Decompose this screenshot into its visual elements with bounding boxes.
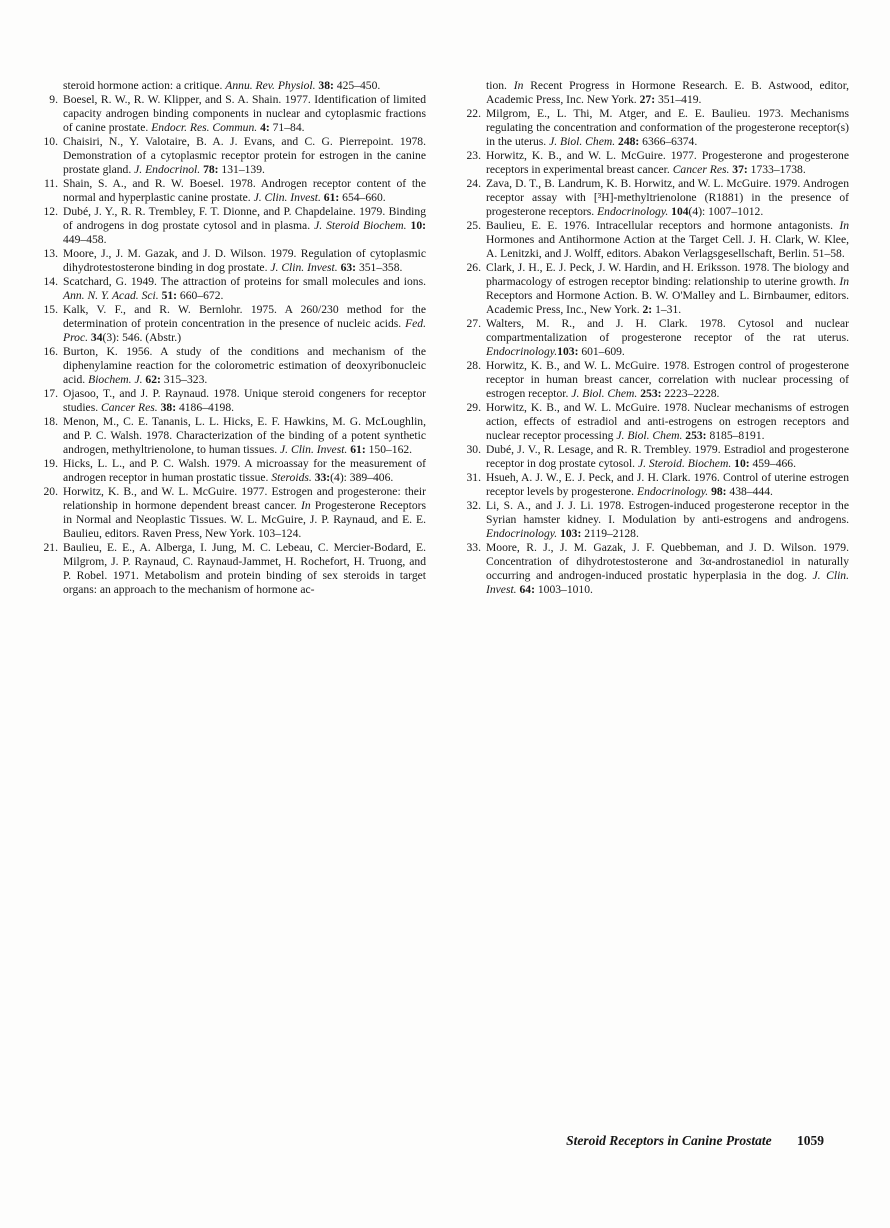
reference-number: 13. [43, 247, 58, 260]
references-column-right [461, 79, 849, 597]
reference-entry [38, 485, 426, 541]
reference-number: 21. [43, 541, 58, 554]
reference-text: Menon, M., C. E. Tananis, L. L. Hicks, E. F. Hawkins, M. G. McLoughlin, and P. C. Walsh. 1978. Characterization of the binding of a potent synthetic androgen, methyltrienolone, to human tissues. [63, 415, 426, 456]
reference-text: Zava, D. T., B. Landrum, K. B. Horwitz, and W. L. McGuire. 1979. Androgen receptor assay with [³H]-methyltrienolone (R1881) in the presence of progesterone receptors. [486, 177, 849, 218]
reference-text: Cancer Res. [672, 163, 733, 176]
reference-text: Scatchard, G. 1949. The attraction of proteins for small molecules and ions. [63, 275, 426, 288]
reference-text: 61: [323, 191, 340, 204]
reference-text: 131–139. [218, 163, 265, 176]
reference-entry [461, 401, 849, 443]
reference-text: 10: [410, 219, 426, 232]
reference-text: 438–444. [726, 485, 773, 498]
reference-text: Dubé, J. Y., R. R. Trembley, F. T. Dionne, and P. Chapdelaine. 1979. Binding of androgens in dog prostate cytosol and in plasma. [63, 205, 426, 232]
reference-text: 6366–6374. [639, 135, 698, 148]
reference-text: Baulieu, E. E. 1976. Intracellular receptors and hormone antagonists. [486, 219, 840, 232]
reference-text: 62: [145, 373, 161, 386]
reference-text: Biochem. J. [88, 373, 146, 386]
reference-entry [38, 275, 426, 303]
reference-text: 253: [640, 387, 662, 400]
reference-entry [38, 135, 426, 177]
reference-text: Endocrinology. [636, 485, 712, 498]
reference-text: Clark, J. H., E. J. Peck, J. W. Hardin, and H. Eriksson. 1978. The biology and pharmacology of estrogen receptor binding: relationship to uterine growth. [486, 261, 849, 288]
reference-text: Milgrom, E., L. Thi, M. Atger, and E. E. Baulieu. 1973. Mechanisms regulating the concentration and conformation of the progesterone receptor(s) in the uterus. [486, 107, 849, 148]
reference-entry [461, 177, 849, 219]
reference-text: 1–31. [652, 303, 682, 316]
reference-text: 150–162. [365, 443, 413, 456]
reference-text: 449–458. [63, 233, 107, 246]
reference-text: Fed. Proc. [63, 317, 426, 344]
reference-text: Baulieu, E. E., A. Alberga, I. Jung, M. C. Lebeau, C. Mercier-Bodard, E. Milgrom, J. P. Raynaud, C. Raynaud-Jammet, H. Rochefort, H. Truong, and P. Robel. 1971. Metabolism and protein binding of sex steroids in target organs: an approach to the mechanism of hormone ac- [63, 541, 426, 596]
reference-text: Walters, M. R., and J. H. Clark. 1978. Cytosol and nuclear compartmentalization of progesterone receptor of the rat uterus. [486, 317, 849, 344]
reference-entry [38, 247, 426, 275]
reference-text: Ann. N. Y. Acad. Sci. [63, 289, 162, 302]
reference-text: tion. [486, 79, 514, 92]
reference-entry [38, 387, 426, 415]
reference-text: 253: [685, 429, 707, 442]
reference-text: Steroids. [271, 471, 315, 484]
reference-text: 4186–4198. [176, 401, 235, 414]
reference-text: Chaisiri, N., Y. Valotaire, B. A. J. Evans, and C. G. Pierrepoint. 1978. Demonstration of a cytoplasmic receptor protein for estrogen in the canine prostate gland. [63, 135, 426, 176]
reference-text: Receptors and Hormone Action. B. W. O'Malley and L. Birnbaumer, editors. Academic Press, Inc., New York. [486, 289, 849, 316]
reference-entry [461, 79, 849, 107]
reference-text: steroid hormone action: a critique. [63, 79, 226, 92]
reference-text: Hsueh, A. J. W., E. J. Peck, and J. H. Clark. 1976. Control of uterine estrogen receptor levels by progesterone. [486, 471, 849, 498]
reference-number: 15. [43, 303, 58, 316]
reference-number: 19. [43, 457, 58, 470]
running-title: Steroid Receptors in Canine Prostate [566, 1133, 772, 1148]
reference-text: 10: [734, 457, 750, 470]
reference-number: 10. [43, 135, 58, 148]
reference-number: 9. [49, 93, 58, 106]
reference-entry [38, 415, 426, 457]
reference-text: J. Biol. Chem. [549, 135, 619, 148]
reference-text: Endocrinology. [486, 527, 561, 540]
reference-number: 30. [466, 443, 481, 456]
reference-number: 24. [466, 177, 481, 190]
reference-entry [461, 359, 849, 401]
reference-text: 660–672. [177, 289, 224, 302]
reference-text: Endocr. Res. Commun. [151, 121, 261, 134]
reference-text: 103: [560, 527, 582, 540]
reference-entry [461, 107, 849, 149]
reference-text: 38: [160, 401, 177, 414]
reference-entry [38, 79, 426, 93]
reference-text: Hormones and Antihormone Action at the Target Cell. J. H. Clark, W. Klee, A. Lenitzki, and J. Wolff, editors. Abakon Verlagsgesellschaft, Berlin. 51–58. [486, 233, 849, 260]
reference-text: 104 [671, 205, 689, 218]
reference-text: 459–466. [749, 457, 796, 470]
reference-entry [461, 471, 849, 499]
reference-text: J. Steroid. Biochem. [637, 457, 735, 470]
reference-entry [461, 443, 849, 471]
reference-text: 61: [350, 443, 366, 456]
reference-text: 351–419. [655, 93, 702, 106]
reference-text: 103: [557, 345, 579, 358]
reference-text: In [301, 499, 311, 512]
reference-text: (4): 389–406. [330, 471, 394, 484]
reference-number: 26. [466, 261, 481, 274]
reference-text: Moore, J., J. M. Gazak, and J. D. Wilson. 1979. Regulation of cytoplasmic dihydrotestosterone binding in dog prostate. [63, 247, 426, 274]
reference-text: 425–450. [333, 79, 381, 92]
reference-text: 34 [90, 331, 103, 344]
reference-text: Moore, R. J., J. M. Gazak, J. F. Quebbeman, and J. D. Wilson. 1979. Concentration of dihydrotestosterone and 3α-androstanediol in naturally occurring and androgen-induced prostatic hyperplasia in the dog. [486, 541, 849, 582]
reference-number: 29. [466, 401, 481, 414]
reference-entry [461, 541, 849, 597]
reference-text: Li, S. A., and J. J. Li. 1978. Estrogen-induced progesterone receptor in the Syrian hamster kidney. I. Modulation by anti-estrogens and androgens. [486, 499, 849, 526]
reference-text: 654–660. [339, 191, 386, 204]
reference-text: In [513, 79, 524, 92]
reference-number: 23. [466, 149, 481, 162]
reference-entry [461, 499, 849, 541]
reference-number: 22. [466, 107, 481, 120]
reference-text: 38: [318, 79, 334, 92]
reference-entry [38, 541, 426, 597]
reference-text: 37: [732, 163, 748, 176]
reference-text: Progesterone Receptors in Normal and Neoplastic Tissues. W. L. McGuire, J. P. Raynaud, and E. E. Baulieu, editors. Raven Press, New York. 103–124. [63, 499, 426, 540]
reference-text: 2223–2228. [661, 387, 720, 400]
reference-text: J. Endocrinol. [134, 163, 204, 176]
reference-text: 4: [260, 121, 270, 134]
reference-text: Endocrinology. [486, 345, 558, 358]
reference-text: 2119–2128. [581, 527, 639, 540]
reference-text: In [839, 275, 849, 288]
reference-text: (3): 546. (Abstr.) [102, 331, 182, 344]
references-column-left [38, 79, 426, 597]
reference-text: 2: [642, 303, 653, 316]
reference-text: In [839, 219, 849, 232]
reference-text: 1003–1010. [534, 583, 593, 596]
reference-number: 17. [43, 387, 58, 400]
reference-entry [38, 345, 426, 387]
reference-entry [38, 457, 426, 485]
reference-text: 78: [203, 163, 219, 176]
reference-text: Recent Progress in Hormone Research. E. B. Astwood, editor, Academic Press, Inc. New York. [486, 79, 849, 106]
reference-text: Dubé, J. V., R. Lesage, and R. R. Trembley. 1979. Estradiol and progesterone receptor in dog prostate cytosol. [486, 443, 849, 470]
reference-text: 27: [639, 93, 656, 106]
reference-number: 28. [466, 359, 481, 372]
reference-text: 51: [161, 289, 178, 302]
reference-text: Horwitz, K. B., and W. L. McGuire. 1978. Estrogen control of progesterone receptor in human breast cancer, correlation with nuclear processing of estrogen receptor. [486, 359, 849, 400]
reference-number: 33. [466, 541, 481, 554]
reference-text: J. Biol. Chem. [616, 429, 686, 442]
reference-text: Horwitz, K. B., and W. L. McGuire. 1978. Nuclear mechanisms of estrogen action, effects of estradiol and anti-estrogens on estrogen receptors and nuclear receptor processing [486, 401, 849, 442]
reference-number: 14. [43, 275, 58, 288]
reference-number: 31. [466, 471, 481, 484]
reference-entry [461, 317, 849, 359]
reference-text: 71–84. [269, 121, 305, 134]
reference-text: 8185–8191. [706, 429, 765, 442]
reference-text: Burton, K. 1956. A study of the conditions and mechanism of the diphenylamine reaction for the colorometric estimation of deoxyribonucleic acid. [63, 345, 426, 386]
reference-number: 12. [43, 205, 58, 218]
reference-number: 25. [466, 219, 481, 232]
reference-entry [38, 177, 426, 205]
reference-number: 20. [43, 485, 58, 498]
reference-text: 98: [711, 485, 727, 498]
reference-text: Endocrinology. [597, 205, 672, 218]
reference-number: 11. [43, 177, 58, 190]
reference-entry [38, 93, 426, 135]
reference-text: Kalk, V. F., and R. W. Bernlohr. 1975. A 260/230 method for the determination of protein concentration in the presence of nucleic acids. [63, 303, 426, 330]
reference-number: 18. [43, 415, 58, 428]
reference-text: 1733–1738. [747, 163, 806, 176]
reference-number: 27. [466, 317, 481, 330]
reference-text: (4): 1007–1012. [688, 205, 764, 218]
reference-text: 601–609. [578, 345, 625, 358]
reference-entry [38, 303, 426, 345]
reference-text: J. Biol. Chem. [571, 387, 641, 400]
reference-number: 16. [43, 345, 58, 358]
reference-text: Horwitz, K. B., and W. L. McGuire. 1977. Estrogen and progesterone: their relationship in hormone dependent breast cancer. [63, 485, 426, 512]
references-section [38, 79, 850, 597]
reference-text: J. Clin. Invest. [280, 443, 351, 456]
page-footer [566, 1133, 824, 1149]
reference-entry [461, 261, 849, 317]
reference-text: 64: [519, 583, 535, 596]
reference-text: 248: [618, 135, 640, 148]
reference-text: Annu. Rev. Physiol. [225, 79, 319, 92]
reference-text: 33: [314, 471, 331, 484]
reference-text: 63: [340, 261, 357, 274]
reference-text: J. Clin. Invest. [253, 191, 324, 204]
reference-entry [38, 205, 426, 247]
reference-entry [461, 219, 849, 261]
reference-text: J. Clin. Invest. [486, 569, 849, 596]
reference-text: Boesel, R. W., R. W. Klipper, and S. A. Shain. 1977. Identification of limited capacity androgen binding components in nuclear and cytoplasmic fractions of canine prostate. [63, 93, 426, 134]
page-number: 1059 [797, 1133, 824, 1148]
reference-text: 351–358. [356, 261, 403, 274]
reference-entry [461, 149, 849, 177]
reference-text: Cancer Res. [101, 401, 161, 414]
reference-text: J. Clin. Invest. [270, 261, 341, 274]
reference-text: Shain, S. A., and R. W. Boesel. 1978. Androgen receptor content of the normal and hyperplastic canine prostate. [63, 177, 426, 204]
reference-text: Hicks, L. L., and P. C. Walsh. 1979. A microassay for the measurement of androgen receptor in human prostatic tissue. [63, 457, 426, 484]
reference-text: Ojasoo, T., and J. P. Raynaud. 1978. Unique steroid congeners for receptor studies. [63, 387, 426, 414]
reference-text: 315–323. [160, 373, 208, 386]
reference-text: J. Steroid Biochem. [314, 219, 411, 232]
reference-text: Horwitz, K. B., and W. L. McGuire. 1977. Progesterone and progesterone receptors in experimental breast cancer. [486, 149, 849, 176]
reference-number: 32. [466, 499, 481, 512]
